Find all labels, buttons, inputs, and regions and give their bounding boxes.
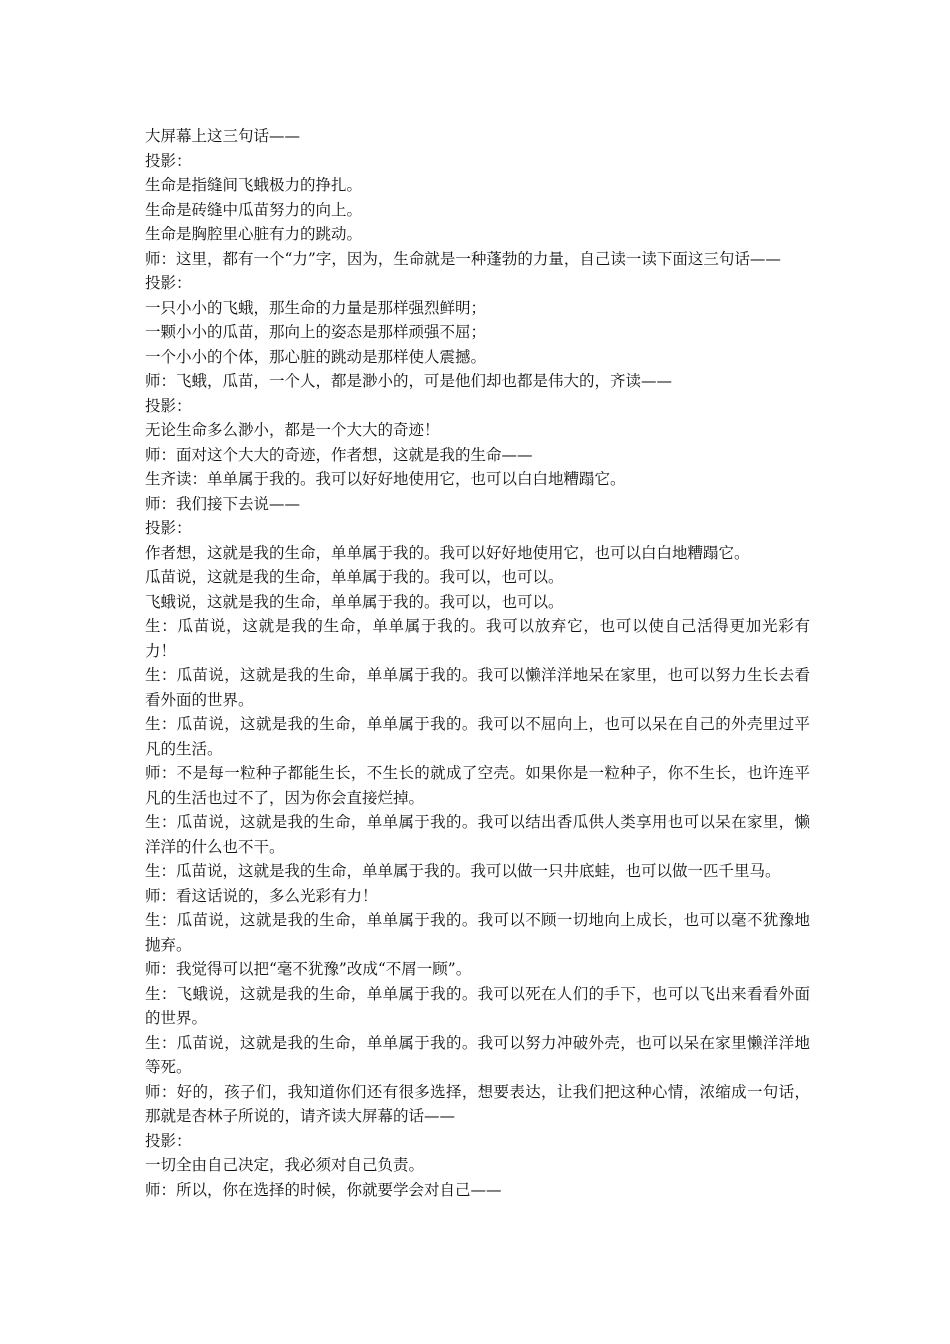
paragraph: 生命是胸腔里心脏有力的跳动。: [145, 225, 363, 243]
paragraph: 生：瓜苗说，这就是我的生命，单单属于我的。我可以结出香瓜供人类享用也可以呆在家里，懒洋洋的什么也不干。: [145, 813, 810, 856]
paragraph: 投影：: [145, 396, 192, 415]
paragraph: 师：所以，你在选择的时候，你就要学会对自己——: [145, 1180, 502, 1199]
paragraph: 投影：: [145, 519, 192, 537]
paragraph: 投影：: [145, 151, 192, 170]
paragraph: 瓜苗说，这就是我的生命，单单属于我的。我可以，也可以。: [145, 568, 564, 586]
paragraph: 作者想，这就是我的生命，单单属于我的。我可以好好地使用它，也可以白白地糟蹋它。: [145, 543, 750, 562]
paragraph: 师：我觉得可以把“毫不犹豫”改成“不屑一顾”。: [145, 960, 472, 978]
paragraph: 一只小小的飞蛾，那生命的力量是那样强烈鲜明；: [145, 298, 487, 317]
paragraph: 生：瓜苗说，这就是我的生命，单单属于我的。我可以放弃它，也可以使自己活得更加光彩有力！: [145, 617, 810, 660]
paragraph: 生命是砖缝中瓜苗努力的向上。: [145, 200, 363, 219]
paragraph: 师：好的，孩子们，我知道你们还有很多选择，想要表达，让我们把这种心情，浓缩成一句话，那就是杏林子所说的，请齐读大屏幕的话——: [145, 1082, 810, 1125]
paragraph: 飞蛾说，这就是我的生命，单单属于我的。我可以，也可以。: [145, 592, 564, 611]
paragraph: 生命是指缝间飞蛾极力的挣扎。: [145, 176, 363, 194]
paragraph: 投影：: [145, 1131, 192, 1150]
paragraph: 师：面对这个大大的奇迹，作者想，这就是我的生命——: [145, 445, 533, 464]
paragraph: 生：瓜苗说，这就是我的生命，单单属于我的。我可以努力冲破外壳，也可以呆在家里懒洋洋地等死。: [145, 1033, 810, 1076]
paragraph: 师：看这话说的，多么光彩有力！: [145, 886, 378, 905]
paragraph: 生：瓜苗说，这就是我的生命，单单属于我的。我可以做一只井底蛙，也可以做一匹千里马。: [145, 862, 781, 880]
paragraph: 投影：: [145, 274, 192, 292]
paragraph: 师：不是每一粒种子都能生长，不生长的就成了空壳。如果你是一粒种子，你不生长，也许连平凡的生活也过不了，因为你会直接烂掉。: [145, 764, 810, 807]
paragraph: 生：飞蛾说，这就是我的生命，单单属于我的。我可以死在人们的手下，也可以飞出来看看外面的世界。: [145, 984, 810, 1027]
paragraph: 一颗小小的瓜苗，那向上的姿态是那样顽强不屈；: [145, 323, 487, 341]
paragraph: 生齐读：单单属于我的。我可以好好地使用它，也可以白白地糟蹋它。: [145, 470, 626, 488]
paragraph: 无论生命多么渺小，都是一个大大的奇迹！: [145, 421, 440, 439]
document-page: [145, 124, 810, 1202]
paragraph: 一个小小的个体，那心脏的跳动是那样使人震撼。: [145, 347, 487, 366]
paragraph: 师：飞蛾，瓜苗，一个人，都是渺小的，可是他们却也都是伟大的，齐读——: [145, 372, 673, 390]
paragraph: 生：瓜苗说，这就是我的生命，单单属于我的。我可以懒洋洋地呆在家里，也可以努力生长去看看外面的世界。: [145, 666, 810, 709]
paragraph: 师：我们接下去说——: [145, 494, 301, 513]
paragraph: 师：这里，都有一个“力”字，因为，生命就是一种蓬勃的力量，自己读一读下面这三句话——: [145, 249, 781, 268]
paragraph: 一切全由自己决定，我必须对自己负责。: [145, 1156, 425, 1174]
paragraph: 生：瓜苗说，这就是我的生命，单单属于我的。我可以不顾一切地向上成长，也可以毫不犹豫地抛弃。: [145, 911, 810, 954]
paragraph: 生：瓜苗说，这就是我的生命，单单属于我的。我可以不屈向上，也可以呆在自己的外壳里过平凡的生活。: [145, 715, 810, 758]
paragraph: 大屏幕上这三句话——: [145, 127, 301, 145]
